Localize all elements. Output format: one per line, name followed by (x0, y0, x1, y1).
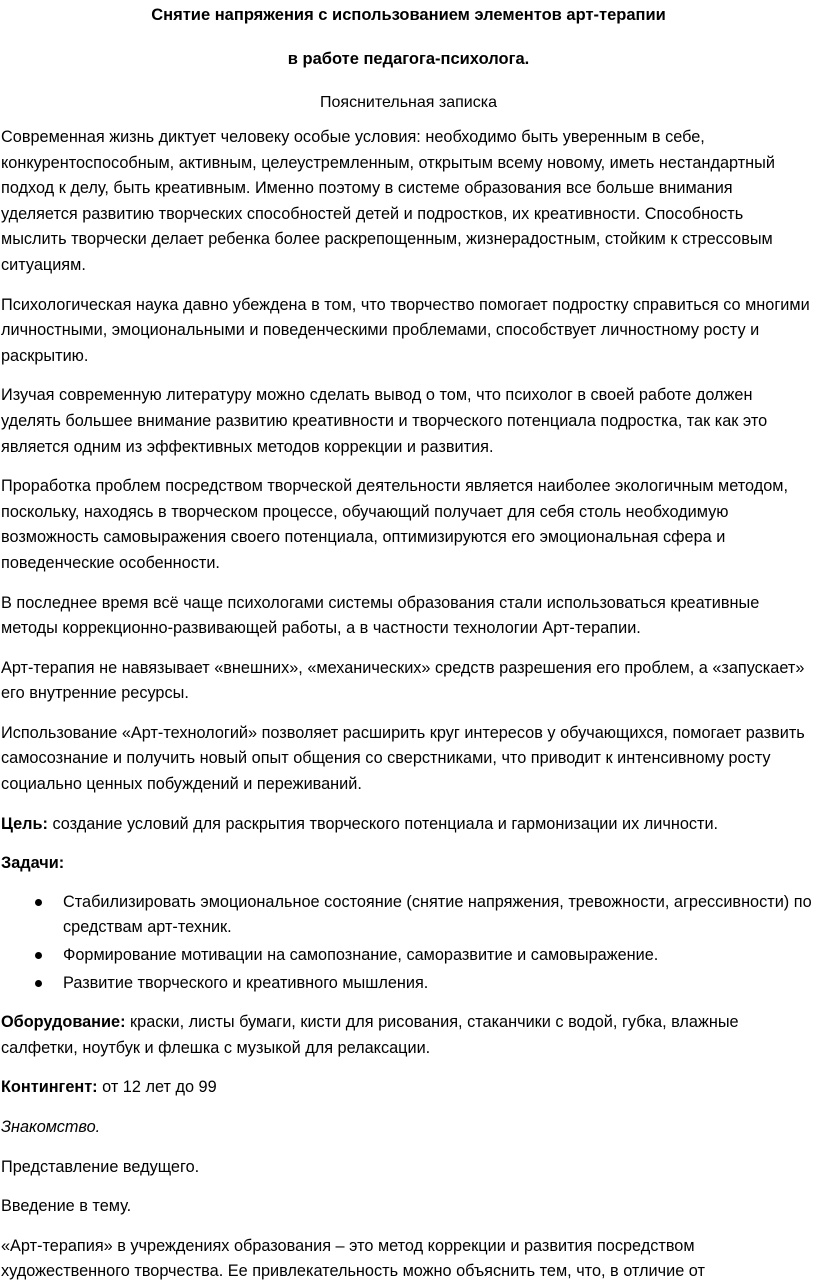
goal-label: Цель: (1, 814, 48, 833)
contingent-text: от 12 лет до 99 (97, 1078, 217, 1097)
bullet-icon (35, 952, 42, 959)
bullet-icon (35, 899, 42, 906)
task-text: Формирование мотивации на самопознание, саморазвитие и самовыражение. (63, 946, 659, 965)
equipment-label: Оборудование: (1, 1013, 126, 1032)
paragraph-4: Проработка проблем посредством творческой деятельности является наиболее экологичным методом, поскольку, находясь в творческом процессе, обучающий получает для себя столь необходимую возможность самовыражения своего потенциала, оптимизируются его эмоциональная сфера и поведенческие особенности. (1, 477, 788, 572)
document-subtitle: Пояснительная записка (320, 94, 497, 111)
list-item (1, 943, 813, 969)
paragraph-7: Использование «Арт-технологий» позволяет расширить круг интересов у обучающихся, помогает развить самосознание и получить новый опыт общения со сверстниками, что приводит к интенсивному росту социально ценных побуждений и переживаний. (1, 723, 805, 794)
paragraph-6: Арт-терапия не навязывает «внешних», «механических» средств разрешения его проблем, а «запускает» его внутренние ресурсы. (1, 658, 805, 703)
document-title-line-1: Снятие напряжения с использованием элементов арт-терапии (151, 6, 666, 24)
goal-text: создание условий для раскрытия творческого потенциала и гармонизации их личности. (47, 814, 719, 833)
equipment-paragraph (1, 1010, 813, 1061)
contingent-paragraph (1, 1075, 813, 1101)
list-item (1, 890, 813, 941)
paragraph-1: Современная жизнь диктует человеку особые условия: необходимо быть уверенным в себе, конкурентоспособным, активным, целеустремленным, открытым всему новому, иметь нестандартный подход к делу, быть креативным. Именно поэтому в системе образования все больше внимания уделяется развитию творческих способностей детей и подростков, их креативности. Способность мыслить творчески делает ребенка более раскрепощенным, жизнерадостным, стойким к стрессовым ситуациям. (1, 128, 775, 274)
acquaintance-line: Знакомство. (1, 1118, 101, 1136)
paragraph-3: Изучая современную литературу можно сделать вывод о том, что психолог в своей работе должен уделять большее внимание развитию креативности и творческого потенциала подростка, так как это является одним из эффективных методов коррекции и развития. (1, 386, 768, 456)
tasks-label: Задачи: (1, 854, 65, 873)
equipment-text: краски, листы бумаги, кисти для рисования, стаканчики с водой, губка, влажные салфетки, ноутбук и флешка с музыкой для релаксации. (1, 1013, 739, 1057)
tasks-heading (1, 851, 813, 877)
final-paragraph: «Арт-терапия» в учреждениях образования – это метод коррекции и развития посредством художественного творчества. Ее привлекательность можно объяснить тем, что, в отличие от (1, 1236, 705, 1281)
document-title-line-2: в работе педагога-психолога. (287, 50, 530, 68)
host-intro-line: Представление ведущего. (1, 1157, 200, 1176)
goal-paragraph (1, 812, 813, 838)
bullet-icon (35, 980, 42, 987)
paragraph-2: Психологическая наука давно убеждена в том, что творчество помогает подростку справиться со многими личностными, эмоциональными и поведенческими проблемами, способствует личностному росту и раскрытию. (1, 295, 810, 365)
topic-intro-line: Введение в тему. (1, 1197, 132, 1216)
tasks-list (1, 890, 816, 996)
list-item (1, 971, 813, 997)
task-text: Стабилизировать эмоциональное состояние (снятие напряжения, тревожности, агрессивности) по средствам арт-техник. (63, 892, 812, 937)
task-text: Развитие творческого и креативного мышления. (63, 973, 429, 992)
paragraph-5: В последнее время всё чаще психологами системы образования стали использоваться креативные методы коррекционно-развивающей работы, а в частности технологии Арт-терапии. (1, 593, 760, 638)
contingent-label: Контингент: (1, 1078, 98, 1097)
